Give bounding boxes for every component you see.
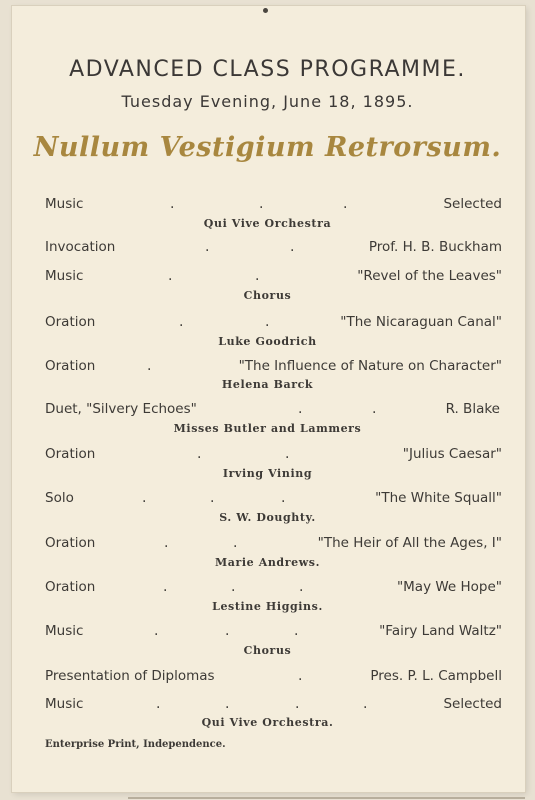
leader-dots: . . . xyxy=(142,490,286,506)
leader-dots: . . . xyxy=(163,579,304,595)
leader-dots: . . xyxy=(298,401,377,417)
program-item-label: Oration xyxy=(45,446,96,462)
program-item-value: "The Heir of All the Ages, I" xyxy=(317,535,502,551)
program-item xyxy=(45,488,502,508)
program-item xyxy=(45,533,502,553)
program-performer: Lestine Higgins. xyxy=(212,600,323,613)
program-item xyxy=(45,666,502,686)
program-performer: Irving Vining xyxy=(222,467,313,480)
program-item-value: Pres. P. L. Campbell xyxy=(370,668,502,684)
program-performer: Luke Goodrich xyxy=(218,335,317,348)
programme-motto: Nullum Vestigium Retrorsum. xyxy=(33,132,502,163)
program-performer: Qui Vive Orchestra. xyxy=(201,716,334,729)
program-item xyxy=(45,621,502,641)
program-item-value: Prof. H. B. Buckham xyxy=(368,239,502,255)
program-item-label: Oration xyxy=(45,314,96,330)
program-performer: Marie Andrews. xyxy=(214,556,320,569)
leader-dots: . . . . xyxy=(156,696,368,712)
program-item-value: "The Nicaraguan Canal" xyxy=(340,314,502,330)
program-item-value: Selected xyxy=(443,696,502,712)
program-item-label: Music xyxy=(45,623,84,639)
program-item-label: Duet, "Silvery Echoes" xyxy=(45,401,197,417)
leader-dots: . . xyxy=(179,314,270,330)
program-performer: Helena Barck xyxy=(221,378,314,391)
program-item-value: "The White Squall" xyxy=(375,490,502,506)
program-item-value: "Fairy Land Waltz" xyxy=(379,623,502,639)
program-item-label: Oration xyxy=(45,579,96,595)
program-item-value: Selected xyxy=(443,196,502,212)
printer-credit: Enterprise Print, Independence. xyxy=(45,739,226,750)
leader-dots: . . xyxy=(205,239,295,255)
program-item-label: Music xyxy=(45,696,84,712)
program-item xyxy=(45,694,502,714)
programme-title: ADVANCED CLASS PROGRAMME. xyxy=(69,57,466,82)
program-performer: Chorus xyxy=(243,644,292,657)
program-item-label: Invocation xyxy=(45,239,116,255)
program-performer: Chorus xyxy=(243,289,292,302)
program-item-value: "May We Hope" xyxy=(396,579,502,595)
program-item xyxy=(45,312,502,332)
program-item-value: "Revel of the Leaves" xyxy=(357,268,502,284)
punch-hole xyxy=(263,8,268,13)
programme-date: Tuesday Evening, June 18, 1895. xyxy=(121,92,414,111)
program-item xyxy=(45,194,502,214)
program-item-label: Oration xyxy=(45,358,96,374)
leader-dots: . . . xyxy=(170,196,348,212)
leader-dots: . . xyxy=(197,446,290,462)
program-item-label: Solo xyxy=(45,490,74,506)
program-item-value: "Julius Caesar" xyxy=(402,446,502,462)
leader-dots: . . . xyxy=(154,623,299,639)
program-performer: Qui Vive Orchestra xyxy=(203,217,332,230)
program-item xyxy=(45,444,502,464)
program-item xyxy=(45,237,502,257)
program-item xyxy=(45,356,502,376)
leader-dots: . xyxy=(147,358,152,374)
program-item-label: Music xyxy=(45,268,84,284)
leader-dots: . . xyxy=(168,268,260,284)
program-item-label: Music xyxy=(45,196,84,212)
program-performer: Misses Butler and Lammers xyxy=(173,422,362,435)
program-item-value: R. Blake xyxy=(445,401,500,417)
program-item-label: Presentation of Diplomas xyxy=(45,668,215,684)
program-item xyxy=(45,577,502,597)
leader-dots: . xyxy=(298,668,303,684)
program-item xyxy=(45,399,502,419)
program-item-label: Oration xyxy=(45,535,96,551)
program-item xyxy=(45,266,502,286)
program-item-value: "The Influence of Nature on Character" xyxy=(238,358,502,374)
program-performer: S. W. Doughty. xyxy=(219,511,316,524)
leader-dots: . . xyxy=(164,535,238,551)
bottom-edge-rule xyxy=(128,797,525,799)
